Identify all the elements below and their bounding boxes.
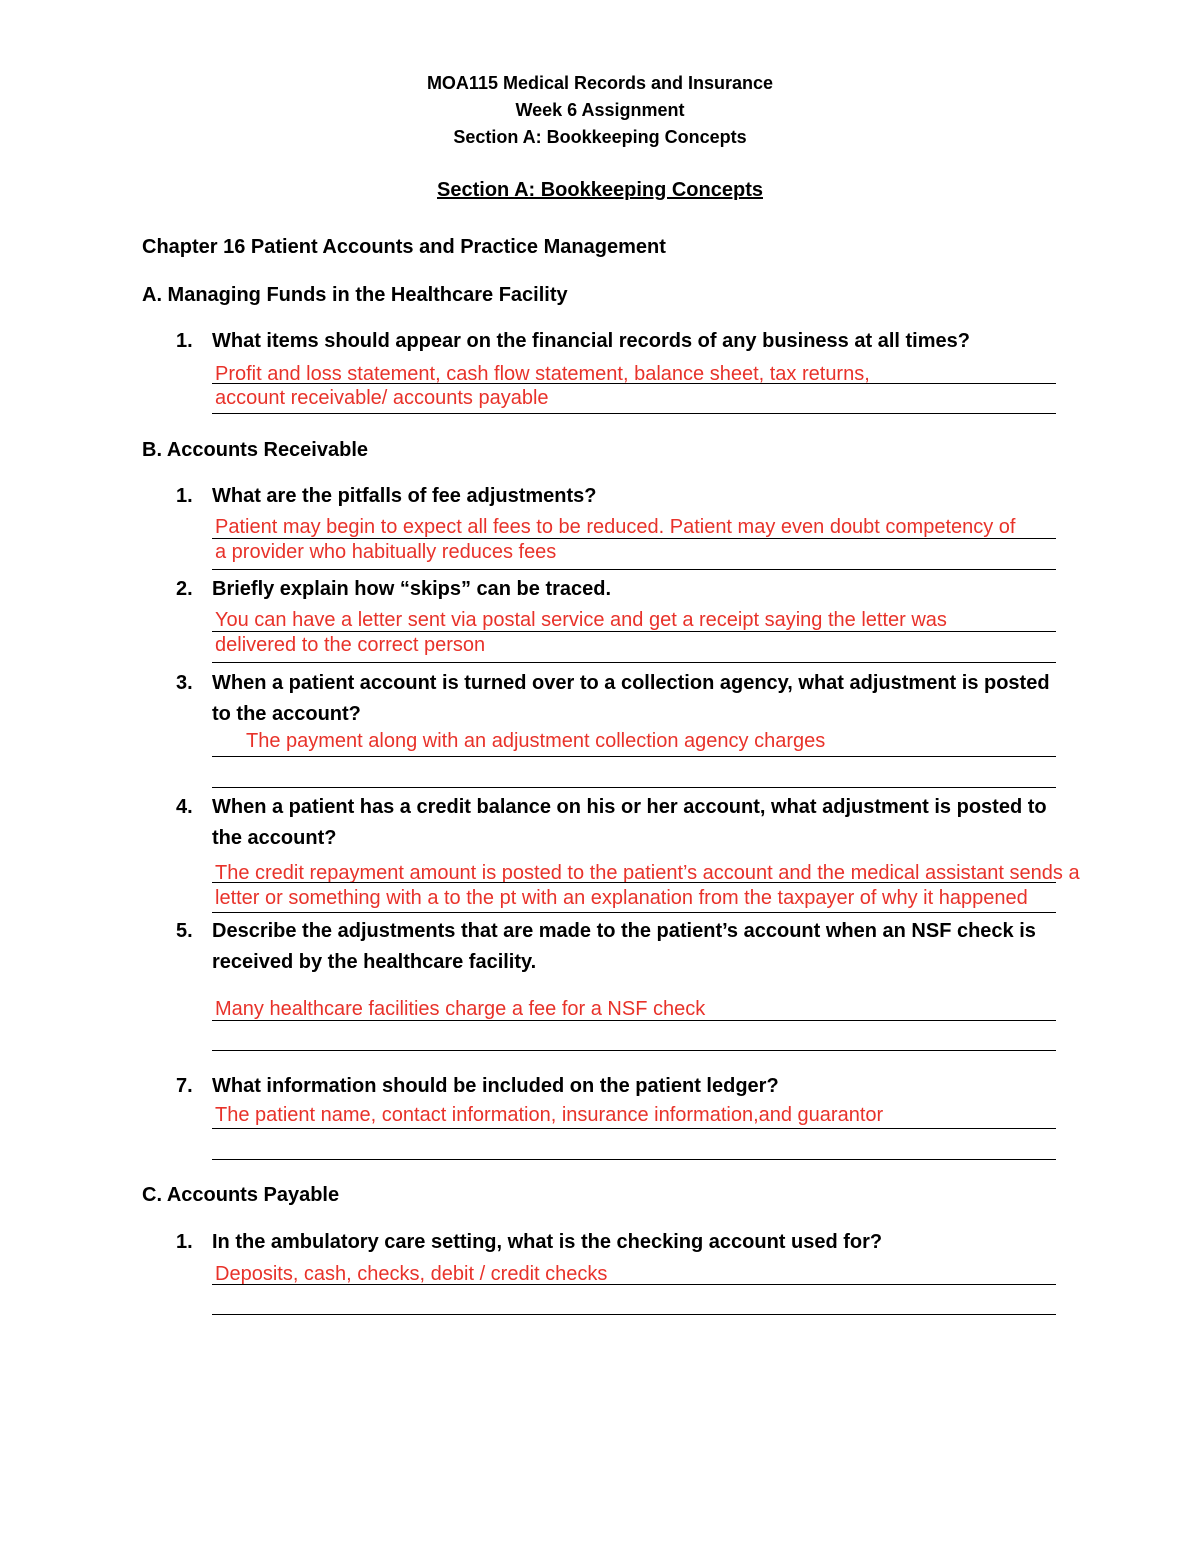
answer-line [212, 538, 1056, 539]
question-number: 5. [176, 920, 193, 942]
page-title: Section A: Bookkeeping Concepts [437, 179, 763, 201]
question-number: 2. [176, 578, 193, 600]
question-number: 7. [176, 1075, 193, 1097]
section-a-heading: A. Managing Funds in the Healthcare Facility [142, 284, 568, 306]
answer-text: Profit and loss statement, cash flow statement, balance sheet, tax returns, [215, 363, 870, 385]
answer-text: letter or something with a to the pt with an explanation from the taxpayer of why it happened [215, 887, 1028, 909]
section-b-heading: B. Accounts Receivable [142, 439, 369, 461]
answer-text: The payment along with an adjustment collection agency charges [246, 730, 826, 752]
question-text: What information should be included on the patient ledger? [212, 1075, 779, 1097]
answer-text: account receivable/ accounts payable [215, 387, 549, 409]
course-title: MOA115 Medical Records and Insurance [426, 73, 774, 93]
answer-text: Patient may begin to expect all fees to be reduced. Patient may even doubt competency of [215, 516, 1016, 538]
answer-text: The credit repayment amount is posted to the patient’s account and the medical assistant sends a [215, 862, 1080, 884]
answer-line [212, 569, 1056, 570]
answer-line [212, 383, 1056, 384]
answer-line [212, 1020, 1056, 1021]
answer-text: delivered to the correct person [215, 634, 486, 656]
question-text: to the account? [212, 703, 361, 725]
answer-line [212, 756, 1056, 757]
answer-line [212, 1284, 1056, 1285]
question-text: Briefly explain how “skips” can be traced. [212, 578, 612, 600]
answer-line [212, 631, 1056, 632]
question-text: the account? [212, 827, 337, 849]
answer-line [212, 912, 1056, 913]
question-number: 1. [176, 485, 193, 507]
question-number: 1. [176, 330, 193, 352]
answer-line [212, 413, 1056, 414]
question-number: 3. [176, 672, 193, 694]
answer-line [212, 662, 1056, 663]
question-text: When a patient account is turned over to a collection agency, what adjustment is posted [212, 672, 1050, 694]
question-text: Describe the adjustments that are made to the patient’s account when an NSF check is [212, 920, 1036, 942]
question-text: What are the pitfalls of fee adjustments? [212, 485, 597, 507]
question-text: When a patient has a credit balance on his or her account, what adjustment is posted to [212, 796, 1047, 818]
answer-text: The patient name, contact information, insurance information,and guarantor [215, 1104, 884, 1126]
answer-line [212, 882, 1056, 883]
section-label: Section A: Bookkeeping Concepts [453, 127, 747, 147]
answer-line [212, 1314, 1056, 1315]
week-label: Week 6 Assignment [515, 100, 685, 120]
answer-line [212, 787, 1056, 788]
question-text: In the ambulatory care setting, what is the checking account used for? [212, 1231, 883, 1253]
answer-line [212, 1159, 1056, 1160]
chapter-heading: Chapter 16 Patient Accounts and Practice Management [142, 236, 666, 258]
question-text: What items should appear on the financial records of any business at all times? [212, 330, 970, 352]
answer-text: Many healthcare facilities charge a fee for a NSF check [215, 998, 706, 1020]
answer-line [212, 1128, 1056, 1129]
section-c-heading: C. Accounts Payable [142, 1184, 340, 1206]
question-text: received by the healthcare facility. [212, 951, 537, 973]
question-number: 4. [176, 796, 193, 818]
answer-text: Deposits, cash, checks, debit / credit checks [215, 1263, 608, 1285]
answer-text: You can have a letter sent via postal service and get a receipt saying the letter was [215, 609, 947, 631]
answer-text: a provider who habitually reduces fees [215, 541, 557, 563]
question-number: 1. [176, 1231, 193, 1253]
answer-line [212, 1050, 1056, 1051]
